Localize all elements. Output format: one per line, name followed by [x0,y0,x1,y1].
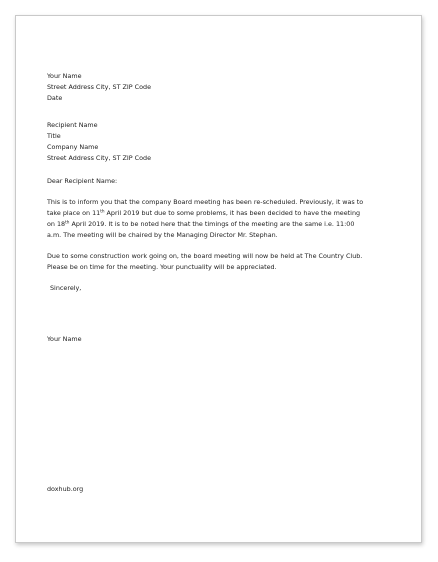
body-paragraph-2: Due to some construction work going on, the board meeting will now be held at The Country Club. Please be on time for the meeting. Your punctuality will be appreciated. [47,252,363,271]
recipient-block [47,120,367,164]
sender-block [47,71,367,104]
body-paragraph-1: This is to inform you that the company Board meeting has been re-scheduled. Previously, it was to take place on 11th April 2019 but due to some problems, it has been decided to have the meeting on 18th April 2019. It is to be noted here that the timings of the meeting are the same i.e. 11:00 a.m. The meeting will be chaired by the Managing Director Mr. Stephan. [47,198,364,239]
recipient-name: Recipient Name [47,121,98,129]
letter-content [47,71,367,345]
salutation: Dear Recipient Name: [47,177,118,185]
recipient-address: Street Address City, ST ZIP Code [47,154,152,162]
letter-date: Date [47,94,63,102]
recipient-title: Title [47,132,61,140]
sender-address: Street Address City, ST ZIP Code [47,83,152,91]
closing: Sincerely, [50,284,82,292]
sender-name: Your Name [47,72,82,80]
recipient-company: Company Name [47,143,99,151]
signature-name: Your Name [47,335,82,343]
footer-source: doxhub.org [47,485,84,493]
